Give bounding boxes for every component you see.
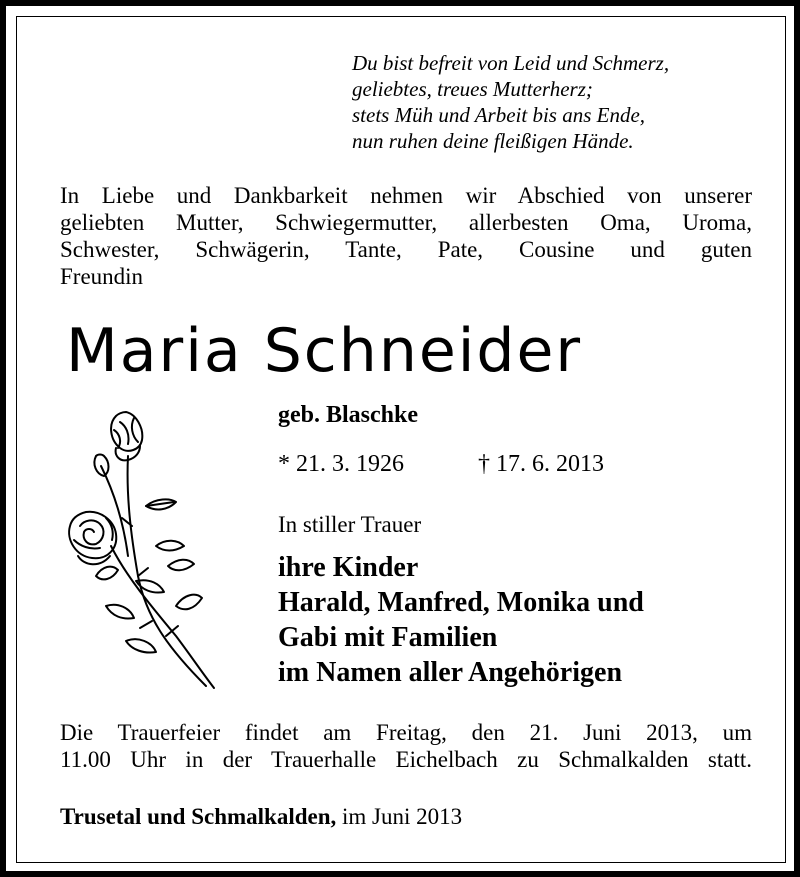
- deceased-name: Maria Schneider: [66, 316, 583, 386]
- closing-places: Trusetal und Schmalkalden,: [60, 804, 337, 829]
- poem: [352, 50, 772, 154]
- death-date: † 17. 6. 2013: [478, 451, 604, 477]
- family-line-2: Harald, Manfred, Monika und: [278, 587, 644, 618]
- ceremony-text: [60, 719, 752, 773]
- poem-line-1: Du bist befreit von Leid und Schmerz,: [352, 51, 670, 75]
- intro-line-4: Freundin: [60, 264, 144, 289]
- intro-line-2: geliebten Mutter, Schwiegermutter, allerbesten Oma, Uroma,: [60, 210, 752, 235]
- closing-line: [60, 803, 462, 831]
- intro-line-1: In Liebe und Dankbarkeit nehmen wir Abschied von unserer: [60, 183, 752, 208]
- poem-line-4: nun ruhen deine fleißigen Hände.: [352, 129, 634, 153]
- ceremony-line-1: Die Trauerfeier findet am Freitag, den 21. Juni 2013, um: [60, 720, 752, 745]
- poem-line-3: stets Müh und Arbeit bis ans Ende,: [352, 103, 646, 127]
- birth-date: * 21. 3. 1926: [278, 451, 404, 477]
- family-line-4: im Namen aller Angehörigen: [278, 657, 623, 688]
- poem-line-2: geliebtes, treues Mutterherz;: [352, 77, 593, 101]
- birth-name: geb. Blaschke: [278, 402, 419, 428]
- closing-date: im Juni 2013: [342, 804, 463, 829]
- rose-icon: [56, 406, 226, 696]
- intro-text: [60, 182, 752, 290]
- family-signatories: [278, 550, 758, 690]
- family-line-3: Gabi mit Familien: [278, 622, 498, 653]
- family-line-1: ihre Kinder: [278, 552, 419, 583]
- mourning-label: In stiller Trauer: [278, 512, 422, 537]
- intro-line-3: Schwester, Schwägerin, Tante, Pate, Cousine und guten: [60, 237, 752, 262]
- ceremony-line-2: 11.00 Uhr in der Trauerhalle Eichelbach zu Schmalkalden statt.: [60, 747, 752, 772]
